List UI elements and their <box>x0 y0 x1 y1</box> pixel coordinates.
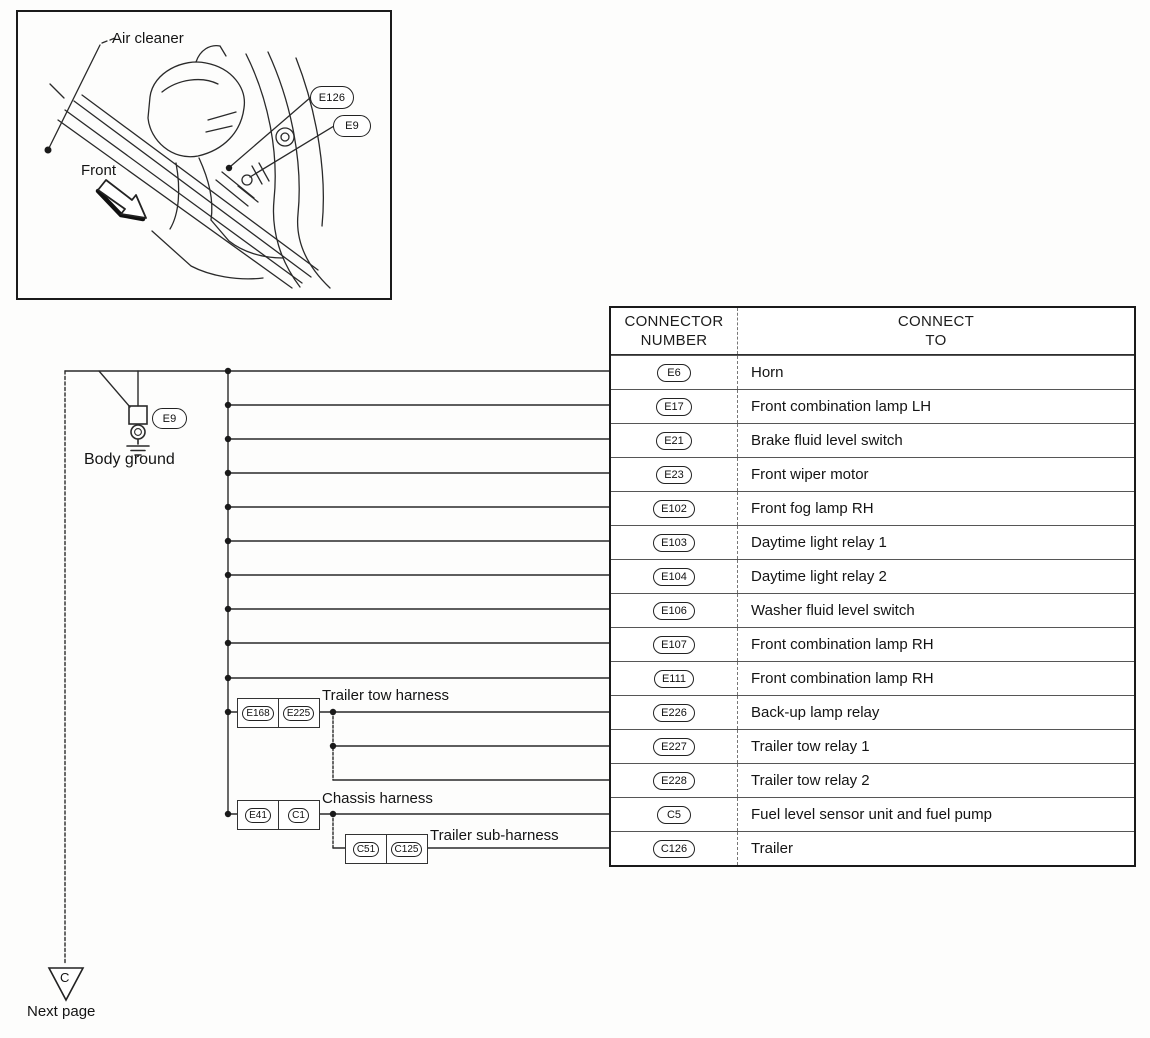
next-page-label: Next page <box>27 1003 96 1020</box>
connector-badge: E226 <box>653 704 695 722</box>
connect-to-cell: Front fog lamp RH <box>737 492 1134 525</box>
connector-box <box>278 698 320 728</box>
connector-badge: E6 <box>657 364 691 382</box>
table-row <box>611 661 1134 695</box>
connect-to-cell: Horn <box>737 356 1134 389</box>
table-row <box>611 491 1134 525</box>
chassis-harness-label: Chassis harness <box>322 790 433 807</box>
connector-table-header <box>611 308 1134 355</box>
table-row <box>611 729 1134 763</box>
front-label: Front <box>81 162 117 179</box>
connector-badge: E111 <box>654 670 694 688</box>
connect-to-cell: Front combination lamp LH <box>737 390 1134 423</box>
table-row <box>611 695 1134 729</box>
table-row <box>611 831 1134 865</box>
junction-dots <box>225 368 336 817</box>
connector-callout-e126: E126 <box>310 86 354 109</box>
connect-to-cell: Front wiper motor <box>737 458 1134 491</box>
trailer-tow-harness-label: Trailer tow harness <box>322 687 449 704</box>
ground-symbol <box>127 406 149 455</box>
connector-badge: E102 <box>653 500 695 518</box>
connector-box <box>237 800 279 830</box>
connector-box <box>278 800 320 830</box>
connector-label: E41 <box>245 808 271 823</box>
connect-to-cell: Daytime light relay 1 <box>737 526 1134 559</box>
table-row <box>611 389 1134 423</box>
connector-badge: E17 <box>656 398 692 416</box>
connector-box <box>237 698 279 728</box>
trailer-sub-harness-connectors <box>345 834 428 864</box>
table-row <box>611 525 1134 559</box>
connect-to-cell: Front combination lamp RH <box>737 628 1134 661</box>
table-row <box>611 593 1134 627</box>
connector-callout-e9: E9 <box>333 115 371 137</box>
connector-badge: E103 <box>653 534 695 552</box>
connector-badge: C5 <box>657 806 691 824</box>
table-row <box>611 457 1134 491</box>
table-row <box>611 763 1134 797</box>
connect-to-cell: Washer fluid level switch <box>737 594 1134 627</box>
connect-to-cell: Back-up lamp relay <box>737 696 1134 729</box>
table-row <box>611 355 1134 389</box>
connector-label: C125 <box>391 842 423 857</box>
connect-to-cell: Front combination lamp RH <box>737 662 1134 695</box>
body-ground-label: Body ground <box>84 451 175 468</box>
table-row <box>611 627 1134 661</box>
chassis-harness-connectors <box>237 800 320 830</box>
connector-badge: E23 <box>656 466 692 484</box>
connector-badge: E106 <box>653 602 695 620</box>
connector-box <box>386 834 428 864</box>
connector-table <box>609 306 1136 867</box>
connector-badge: E21 <box>656 432 692 450</box>
table-row <box>611 423 1134 457</box>
air-cleaner-label: Air cleaner <box>112 30 184 47</box>
table-row <box>611 559 1134 593</box>
connector-label: C1 <box>288 808 309 823</box>
connector-label: E225 <box>283 706 314 721</box>
connect-to-cell: Trailer <box>737 832 1134 865</box>
body-ground-connector-callout: E9 <box>152 408 187 429</box>
connect-to-cell: Fuel level sensor unit and fuel pump <box>737 798 1134 831</box>
trailer-tow-harness-connectors <box>237 698 320 728</box>
connector-badge: E227 <box>653 738 695 756</box>
connector-box <box>345 834 387 864</box>
connector-label: C51 <box>353 842 379 857</box>
connector-badge: C126 <box>653 840 695 858</box>
connect-to-cell: Trailer tow relay 1 <box>737 730 1134 763</box>
connect-to-cell: Brake fluid level switch <box>737 424 1134 457</box>
connect-to-cell: Trailer tow relay 2 <box>737 764 1134 797</box>
page-marker-letter: C <box>60 970 70 985</box>
connector-badge: E104 <box>653 568 695 586</box>
location-inset-frame <box>16 10 392 300</box>
header-connector-number: CONNECTOR NUMBER <box>624 312 724 349</box>
header-connect-to: CONNECT TO <box>737 308 1134 354</box>
connector-label: E168 <box>242 706 273 721</box>
connector-badge: E107 <box>653 636 695 654</box>
trailer-sub-harness-label: Trailer sub-harness <box>430 827 559 844</box>
connect-to-cell: Daytime light relay 2 <box>737 560 1134 593</box>
connector-badge: E228 <box>653 772 695 790</box>
table-row <box>611 797 1134 831</box>
